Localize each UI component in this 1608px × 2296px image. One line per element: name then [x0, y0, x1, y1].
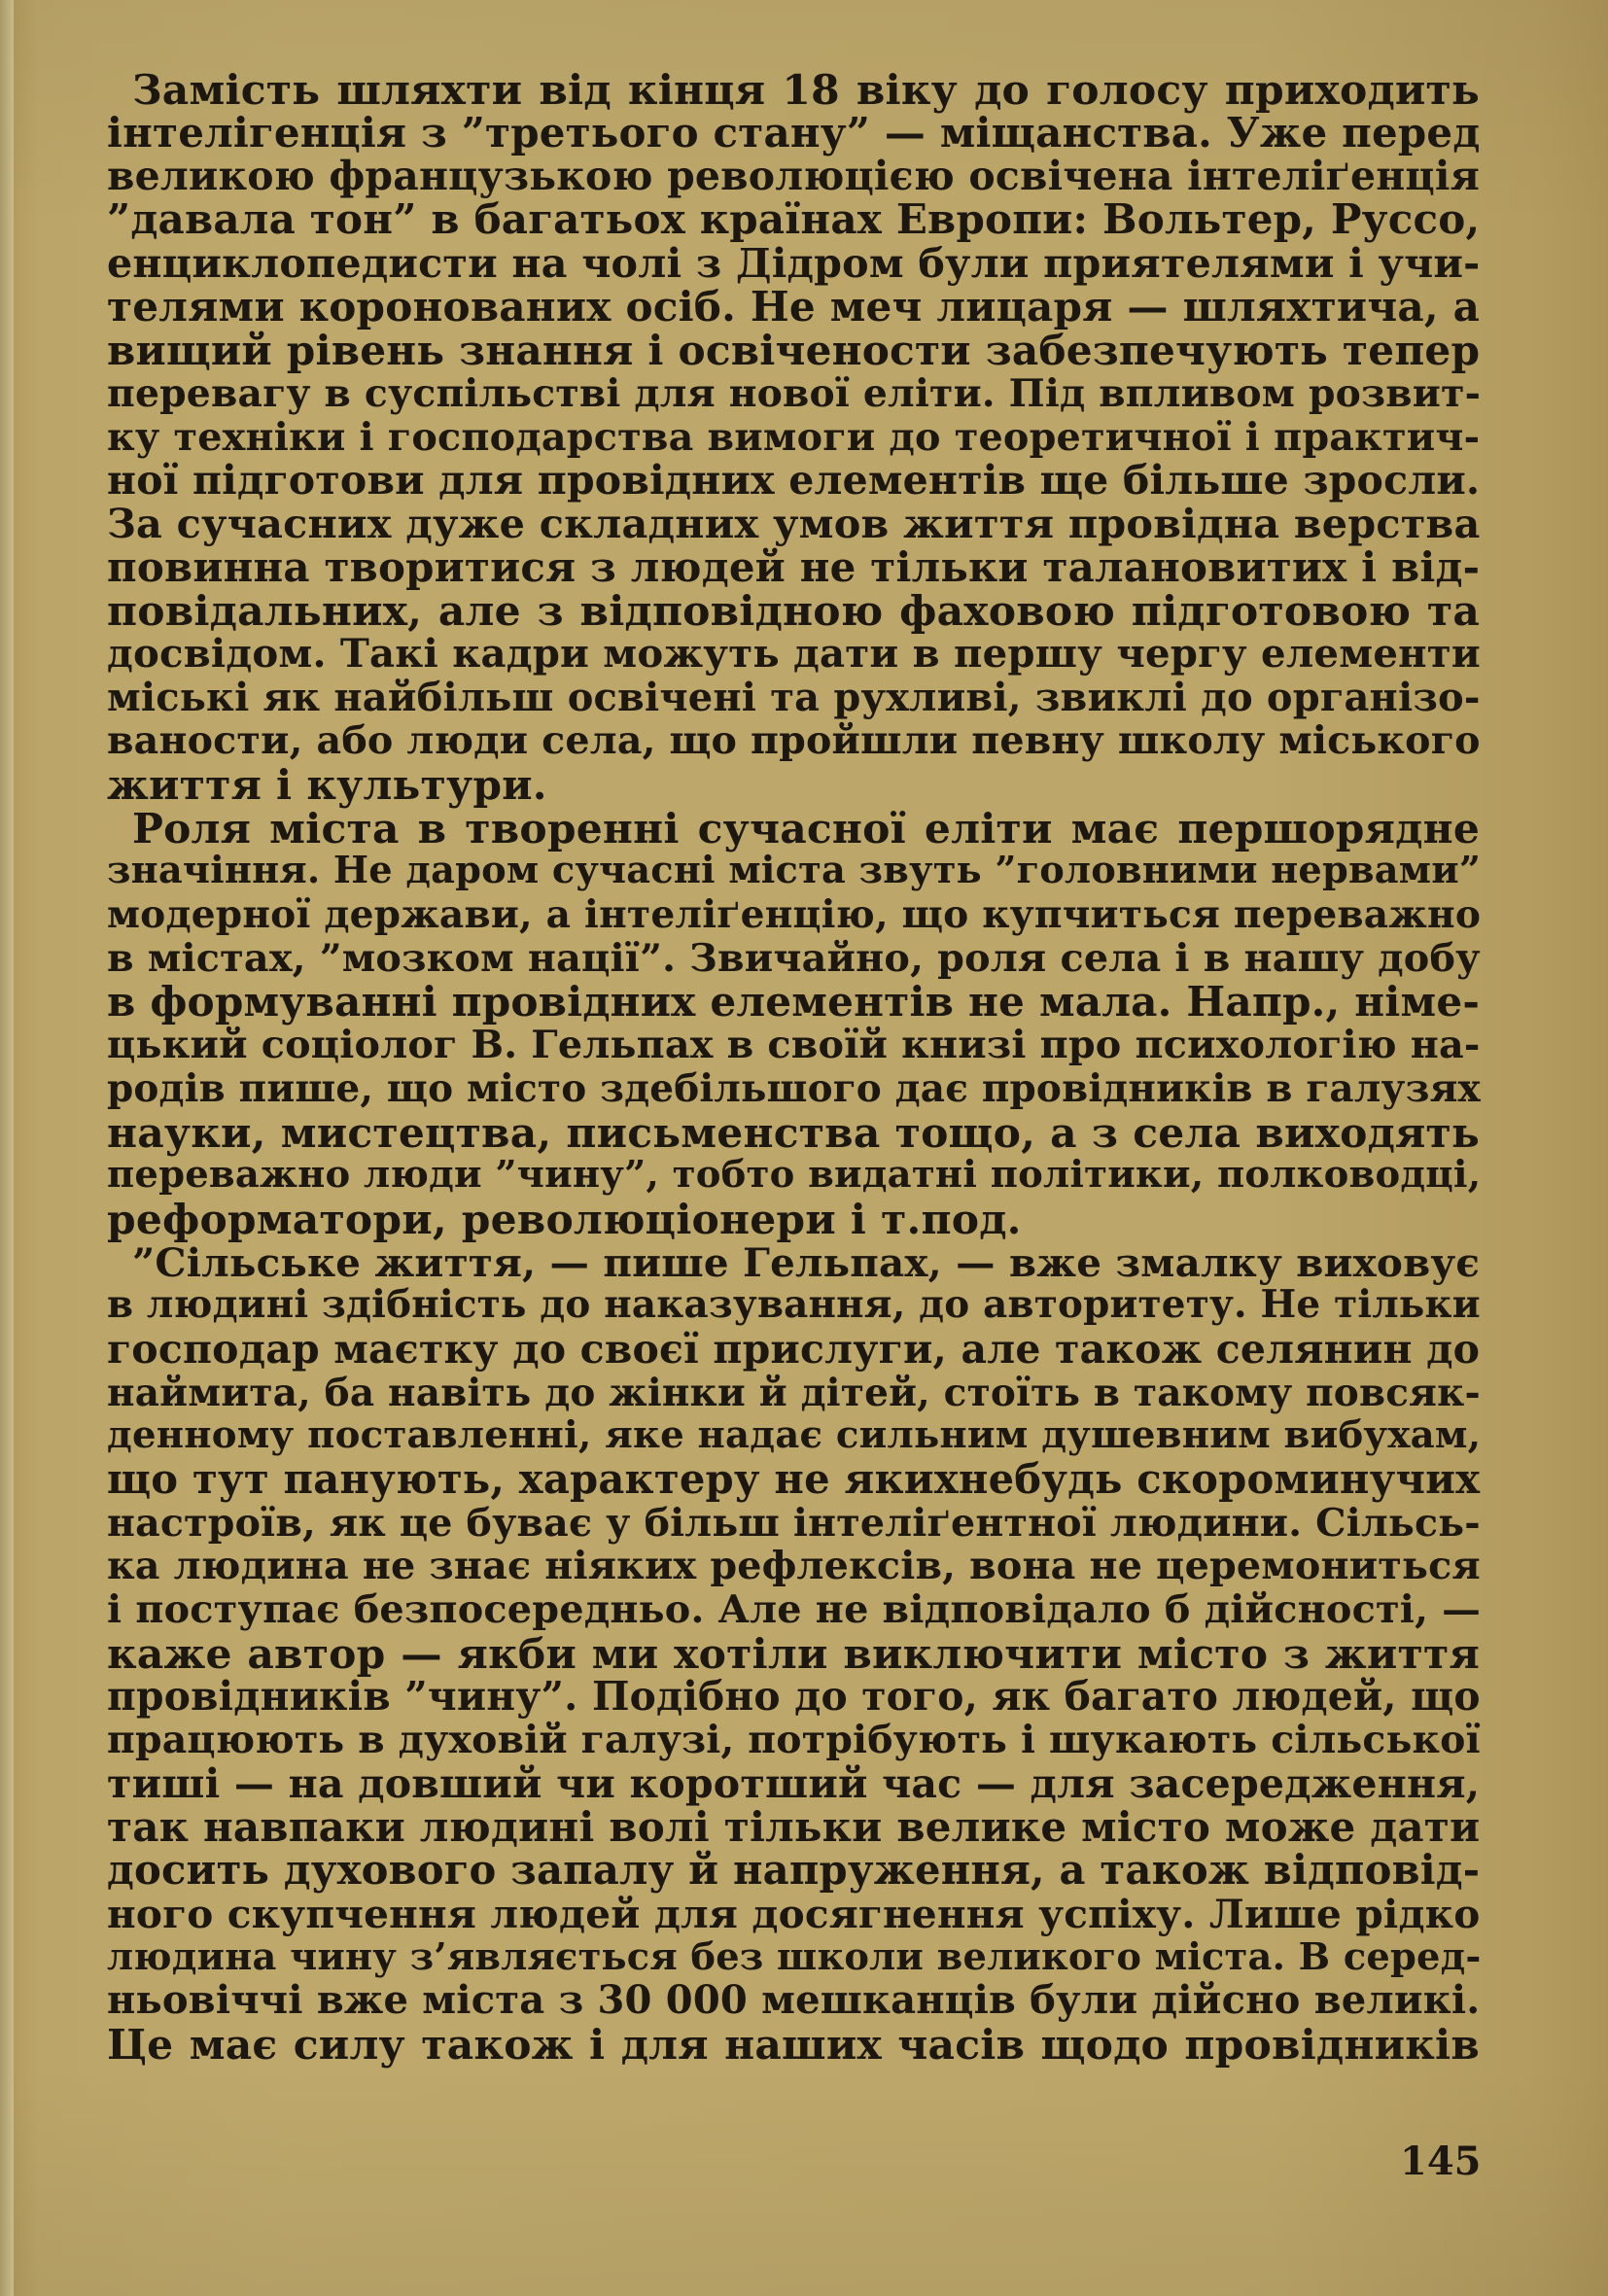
text-line: інтелігенція з ”третього стану” — міщанства. Уже перед — [107, 108, 1481, 157]
page-binding-edge — [0, 0, 14, 2296]
text-line: так навпаки людині волі тільки велике місто може дати — [107, 1802, 1481, 1851]
text-line: ваности, або люди села, що пройшли певну школу міського — [107, 718, 1481, 764]
page-number: 145 — [1400, 2139, 1482, 2184]
text-line: ньовіччі вже міста з 30 000 мешканців були дійсно великі. — [107, 1977, 1481, 2024]
text-line: досить духового запалу й напруження, а також відповід- — [107, 1846, 1481, 1895]
text-line: реформатори, революціонери і т.под. — [107, 1194, 1022, 1243]
page-text-body — [107, 65, 1482, 2069]
text-line: перевагу в суспільстві для нової еліти. Під впливом розвит- — [107, 370, 1482, 416]
text-line: людина чину з’являється без школи великого міста. В серед- — [107, 1934, 1482, 1979]
text-line: ”давала тон” в багатьох країнах Европи: Вольтер, Руссо, — [107, 195, 1481, 244]
text-line: ної підготови для провідних елементів ще більше зросли. — [107, 457, 1481, 504]
text-line: За сучасних дуже складних умов життя провідна верства — [107, 499, 1481, 547]
text-line: ка людина не знає ніяких рефлексів, вона не церемониться — [107, 1544, 1481, 1589]
text-line: повинна творитися з людей не тільки талановитих і від- — [107, 542, 1481, 591]
text-line: і поступає безпосередньо. Але не відповідало б дійсності, — — [107, 1587, 1482, 1633]
text-line: в формуванні провідних елементів не мала. Напр., німе- — [107, 977, 1481, 1026]
text-line: вищий рівень знання і освічености забезпечують тепер — [107, 326, 1481, 375]
text-line: науки, мистецтва, письменства тощо, а з села виходять — [107, 1107, 1480, 1157]
text-line: наймита, ба навіть до жінки й дітей, стоїть в такому повсяк- — [107, 1370, 1481, 1415]
text-line: провідників ”чину”. Подібно до того, як багато людей, що — [107, 1673, 1481, 1721]
text-line: переважно люди ”чину”, тобто видатні політики, полководці, — [107, 1153, 1482, 1198]
text-line: що тут панують, характеру не якихнебудь скороминучих — [107, 1455, 1481, 1503]
text-line: енциклопедисти на чолі з Дідром були приятелями і учи- — [107, 238, 1481, 287]
text-line: Роля міста в творенні сучасної еліти має першорядне — [132, 803, 1480, 852]
text-line: модерної держави, а інтеліґенцію, що купчиться переважно — [107, 892, 1482, 938]
text-line: міські як найбільш освічені та рухливі, звиклі до організо- — [107, 675, 1481, 720]
text-line: цький соціолог В. Гельпах в своїй книзі про психологію на- — [107, 1023, 1481, 1068]
text-line: значіння. Не даром сучасні міста звуть ”головними нервами” — [107, 849, 1482, 893]
text-line: працюють в духовій галузі, потрібують і шукають сільської — [107, 1718, 1481, 1763]
text-line: денному поставленні, яке надає сильним душевним вибухам, — [107, 1413, 1482, 1458]
text-line: ку техніки і господарства вимоги до теоретичної і практич- — [107, 414, 1481, 460]
text-line: життя і культури. — [107, 760, 547, 809]
text-line: повідальних, але з відповідною фаховою підготовою та — [107, 586, 1480, 636]
text-line: ного скупчення людей для досягнення успіху. Лише рідко — [107, 1890, 1481, 1937]
text-line: Це має силу також і для наших часів щодо провідників — [107, 2019, 1480, 2069]
paragraph-2 — [107, 803, 1482, 1243]
text-line: каже автор — якби ми хотіли виключити місто з життя — [107, 1628, 1480, 1678]
text-line: тиші — на довший чи коротший час — для засередження, — [107, 1758, 1481, 1807]
text-line: в містах, ”мозком нації”. Звичайно, роля села і в нашу добу — [107, 935, 1481, 981]
text-line: настроїв, як це буває у більш інтеліґентної людини. Сільсь- — [107, 1500, 1481, 1546]
text-line: родів пише, що місто здебільшого дає провідників в галузях — [107, 1065, 1481, 1111]
text-line: ”Сільське життя, — пише Гельпах, — вже змалку виховує — [132, 1238, 1481, 1286]
text-line: Замість шляхти від кінця 18 віку до голосу приходить — [132, 65, 1480, 114]
paragraph-3 — [107, 1238, 1482, 2069]
text-line: в людині здібність до наказування, до авторитету. Не тільки — [107, 1283, 1481, 1328]
text-line: господар маєтку до своєї прислуги, але також селянин до — [107, 1325, 1481, 1373]
text-line: телями коронованих осіб. Не меч лицаря — шляхтича, а — [107, 282, 1481, 331]
text-line: досвідом. Такі кадри можуть дати в першу чергу елементи — [107, 630, 1481, 677]
paragraph-1 — [107, 65, 1482, 809]
text-line: великою французькою революцією освічена інтеліґенція — [107, 153, 1481, 200]
